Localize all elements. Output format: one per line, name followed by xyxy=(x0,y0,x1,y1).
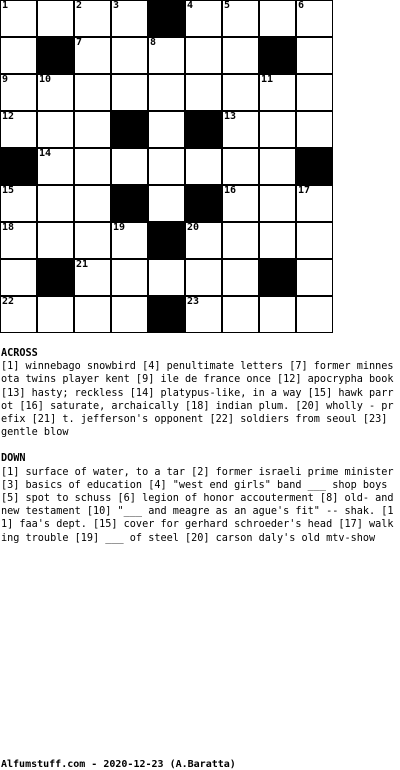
crossword-grid xyxy=(0,0,334,334)
grid-block xyxy=(37,37,74,74)
grid-cell[interactable] xyxy=(185,74,222,111)
cell-number: 5 xyxy=(224,0,231,11)
grid-cell[interactable] xyxy=(185,0,222,37)
grid-cell[interactable] xyxy=(148,37,185,74)
grid-cell[interactable] xyxy=(74,148,111,185)
grid-cell[interactable] xyxy=(296,74,333,111)
clues-panel xyxy=(1,347,398,545)
grid-cell[interactable] xyxy=(74,296,111,333)
grid-cell[interactable] xyxy=(259,148,296,185)
cell-number: 21 xyxy=(76,259,89,270)
grid-cell[interactable] xyxy=(0,37,37,74)
grid-cell[interactable] xyxy=(0,222,37,259)
grid-cell[interactable] xyxy=(222,111,259,148)
grid-block xyxy=(185,185,222,222)
grid-block xyxy=(296,148,333,185)
grid-cell[interactable] xyxy=(37,296,74,333)
grid-cell[interactable] xyxy=(111,0,148,37)
grid-block xyxy=(37,259,74,296)
grid-cell[interactable] xyxy=(148,74,185,111)
grid-cell[interactable] xyxy=(222,296,259,333)
grid-cell[interactable] xyxy=(0,111,37,148)
grid-cell[interactable] xyxy=(296,185,333,222)
grid-cell[interactable] xyxy=(37,111,74,148)
grid-cell[interactable] xyxy=(111,259,148,296)
grid-block xyxy=(185,111,222,148)
grid-cell[interactable] xyxy=(222,185,259,222)
cell-number: 23 xyxy=(187,296,200,307)
grid-cell[interactable] xyxy=(37,74,74,111)
grid-block xyxy=(111,111,148,148)
grid-block xyxy=(148,296,185,333)
grid-cell[interactable] xyxy=(148,148,185,185)
grid-cell[interactable] xyxy=(185,259,222,296)
cell-number: 22 xyxy=(2,296,15,307)
grid-cell[interactable] xyxy=(0,74,37,111)
grid-cell[interactable] xyxy=(296,0,333,37)
grid-cell[interactable] xyxy=(259,111,296,148)
grid-cell[interactable] xyxy=(222,148,259,185)
cell-number: 2 xyxy=(76,0,83,11)
grid-cell[interactable] xyxy=(259,0,296,37)
grid-cell[interactable] xyxy=(296,222,333,259)
grid-cell[interactable] xyxy=(296,259,333,296)
grid-cell[interactable] xyxy=(0,0,37,37)
cell-number: 12 xyxy=(2,111,15,122)
grid-cell[interactable] xyxy=(185,222,222,259)
grid-cell[interactable] xyxy=(222,222,259,259)
across-heading: ACROSS xyxy=(1,348,38,359)
grid-cell[interactable] xyxy=(148,111,185,148)
cell-number: 20 xyxy=(187,222,200,233)
grid-block xyxy=(0,148,37,185)
grid-cell[interactable] xyxy=(296,111,333,148)
grid-cell[interactable] xyxy=(111,222,148,259)
grid-cell[interactable] xyxy=(37,185,74,222)
grid-cell[interactable] xyxy=(74,74,111,111)
grid-cell[interactable] xyxy=(74,37,111,74)
grid-cell[interactable] xyxy=(111,148,148,185)
grid-cell[interactable] xyxy=(74,222,111,259)
cell-number: 10 xyxy=(39,74,52,85)
grid-cell[interactable] xyxy=(259,296,296,333)
grid-cell[interactable] xyxy=(296,37,333,74)
grid-cell[interactable] xyxy=(148,185,185,222)
grid-cell[interactable] xyxy=(259,74,296,111)
grid-cell[interactable] xyxy=(74,259,111,296)
grid-block xyxy=(148,0,185,37)
cell-number: 6 xyxy=(298,0,305,11)
grid-cell[interactable] xyxy=(222,0,259,37)
grid-cell[interactable] xyxy=(74,0,111,37)
grid-block xyxy=(111,185,148,222)
footer-credit: Alfumstuff.com - 2020-12-23 (A.Baratta) xyxy=(1,759,236,770)
grid-cell[interactable] xyxy=(111,296,148,333)
grid-cell[interactable] xyxy=(296,296,333,333)
grid-cell[interactable] xyxy=(111,74,148,111)
cell-number: 17 xyxy=(298,185,311,196)
grid-cell[interactable] xyxy=(0,259,37,296)
grid-cell[interactable] xyxy=(222,37,259,74)
grid-block xyxy=(259,37,296,74)
cell-number: 14 xyxy=(39,148,52,159)
across-section xyxy=(1,347,398,439)
down-section xyxy=(1,452,398,544)
cell-number: 3 xyxy=(113,0,120,11)
grid-cell[interactable] xyxy=(222,74,259,111)
across-clues: [1] winnebago snowbird [4] penultimate letters [7] former minnesota twins player kent [9] ile de france once [12] apocrypha book [13] hasty; reckless [14] platypus-like, in a way [15] hawk parrot [16] saturate, archaically [18] indian plum. [20] wholly - prefix [21] t. jefferson's opponent [22] soldiers from seoul [23] gentle blow xyxy=(1,361,394,439)
grid-cell[interactable] xyxy=(259,222,296,259)
grid-cell[interactable] xyxy=(259,185,296,222)
grid-cell[interactable] xyxy=(74,185,111,222)
grid-cell[interactable] xyxy=(185,296,222,333)
grid-cell[interactable] xyxy=(0,296,37,333)
cell-number: 11 xyxy=(261,74,274,85)
grid-cell[interactable] xyxy=(222,259,259,296)
down-heading: DOWN xyxy=(1,453,26,465)
cell-number: 16 xyxy=(224,185,237,196)
grid-block xyxy=(259,259,296,296)
cell-number: 8 xyxy=(150,37,157,48)
cell-number: 15 xyxy=(2,185,15,196)
down-clues: [1] surface of water, to a tar [2] former israeli prime minister [3] basics of education [4] "west end girls" band ___ shop boys [5] spot to schuss [6] legion of honor accouterment [8] old- and new testament [10] "___ and meagre as an ague's fit" -- shak. [11] faa's dept. [15] cover for gerhard schroeder's head [17] walking trouble [19] ___ of steel [20] carson daly's old mtv-show xyxy=(1,466,394,544)
cell-number: 4 xyxy=(187,0,194,11)
cell-number: 1 xyxy=(2,0,9,11)
grid-cell[interactable] xyxy=(185,148,222,185)
grid-cell[interactable] xyxy=(37,148,74,185)
cell-number: 9 xyxy=(2,74,9,85)
grid-cell[interactable] xyxy=(37,222,74,259)
cell-number: 18 xyxy=(2,222,15,233)
grid-cell[interactable] xyxy=(185,37,222,74)
cell-number: 19 xyxy=(113,222,126,233)
grid-block xyxy=(148,222,185,259)
cell-number: 13 xyxy=(224,111,237,122)
grid-cell[interactable] xyxy=(111,37,148,74)
grid-cell[interactable] xyxy=(0,185,37,222)
cell-number: 7 xyxy=(76,37,83,48)
grid-cell[interactable] xyxy=(37,0,74,37)
grid-cell[interactable] xyxy=(148,259,185,296)
grid-cell[interactable] xyxy=(74,111,111,148)
